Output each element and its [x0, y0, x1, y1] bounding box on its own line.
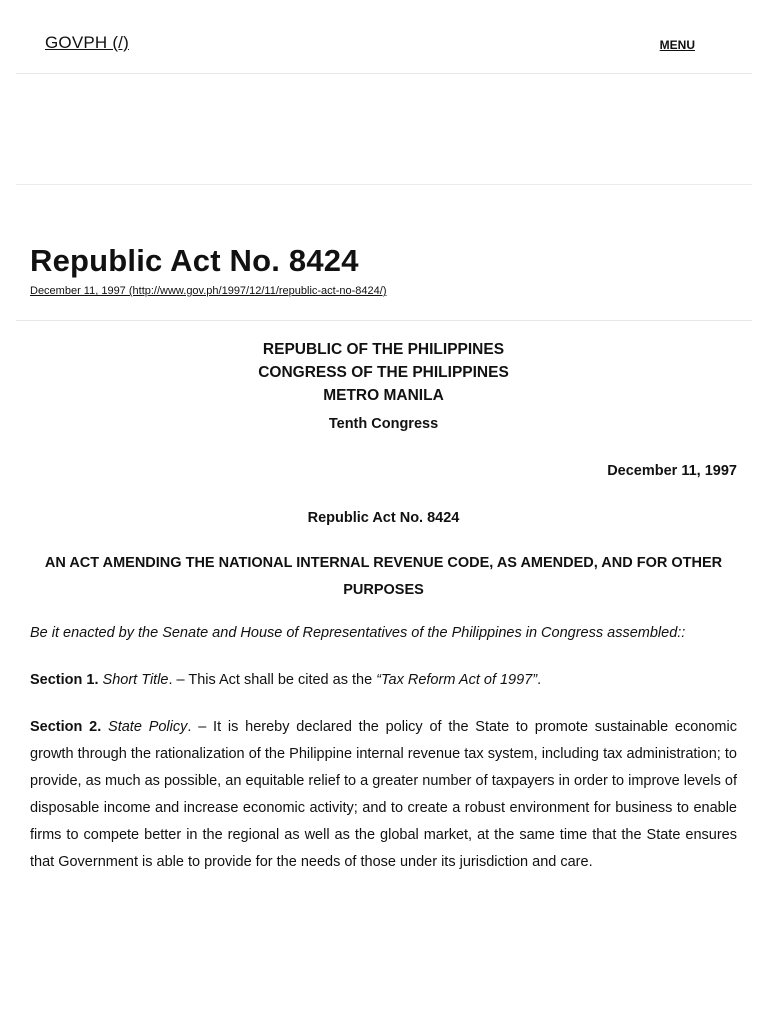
act-title: AN ACT AMENDING THE NATIONAL INTERNAL REVENUE CODE, AS AMENDED, AND FOR OTHER PURPOSES — [44, 555, 723, 598]
heading-line-republic: REPUBLIC OF THE PHILIPPINES — [262, 341, 505, 358]
section-heading: State Policy — [108, 719, 188, 735]
govph-home-link[interactable]: GOVPH (/) — [45, 33, 129, 52]
page-title: Republic Act No. 8424 — [30, 243, 359, 278]
document-body — [30, 338, 737, 876]
article-header — [16, 185, 752, 321]
document-date: December 11, 1997 — [607, 463, 737, 479]
top-navigation-bar — [16, 0, 752, 74]
section-label: Section 2. — [30, 719, 102, 735]
heading-line-congress: CONGRESS OF THE PHILIPPINES — [258, 364, 509, 381]
section-italic-text: “Tax Reform Act of 1997” — [376, 672, 538, 688]
section-1 — [30, 667, 737, 694]
enacting-clause: Be it enacted by the Senate and House of Representatives of the Philippines in Congress assembled:: — [30, 625, 686, 641]
section-text-end: . — [537, 672, 542, 688]
act-number: Republic Act No. 8424 — [307, 510, 460, 526]
banner-area — [16, 74, 752, 185]
section-text: This Act shall be cited as the — [188, 672, 377, 688]
section-text: It is hereby declared the policy of the State to promote sustainable economic growth through the rationalization of the Philippine internal revenue tax system, including tax administration; to provide, as much as possible, an equitable relief to a greater number of taxpayers in order to improve levels of disposable income and increase economic activity; and to create a robust environment for business to enable firms to compete better in the regional as well as the global market, at the same time that the State ensures that Government is able to provide for the needs of those under its jurisdiction and care. — [30, 719, 737, 870]
heading-line-location: METRO MANILA — [323, 387, 444, 404]
section-separator: . – — [187, 719, 214, 735]
document-heading — [30, 338, 737, 407]
congress-session: Tenth Congress — [328, 416, 439, 432]
section-separator: . – — [168, 672, 189, 688]
section-label: Section 1. — [30, 672, 99, 688]
section-2 — [30, 714, 737, 876]
menu-button[interactable]: MENU — [659, 38, 695, 52]
date-permalink[interactable]: December 11, 1997 (http://www.gov.ph/1997/12/11/republic-act-no-8424/) — [30, 285, 387, 297]
section-heading: Short Title — [102, 672, 169, 688]
